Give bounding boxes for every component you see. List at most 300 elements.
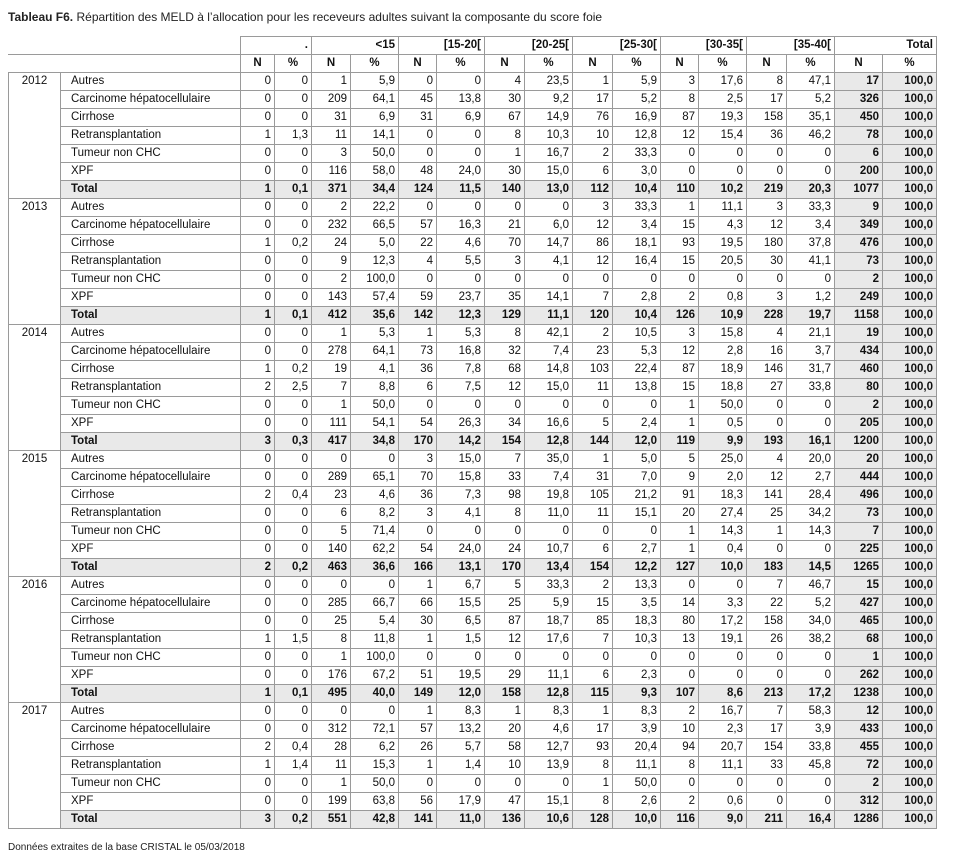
percent-cell: 40,0: [351, 685, 399, 703]
percent-cell: 3,7: [787, 343, 835, 361]
count-cell: 1: [573, 73, 613, 91]
table-row: [9, 73, 937, 91]
percent-cell: 14,3: [787, 523, 835, 541]
count-cell: 2: [573, 325, 613, 343]
count-cell: 13: [661, 631, 699, 649]
percent-cell: 21,2: [613, 487, 661, 505]
percent-cell: 58,3: [787, 703, 835, 721]
count-cell: 144: [573, 433, 613, 451]
column-n-header: N: [312, 55, 351, 73]
percent-cell: 0: [613, 397, 661, 415]
count-cell: 10: [485, 757, 525, 775]
count-cell: 91: [661, 487, 699, 505]
percent-cell: 50,0: [351, 145, 399, 163]
count-cell: 450: [835, 109, 883, 127]
percent-cell: 25,0: [699, 451, 747, 469]
count-cell: 23: [312, 487, 351, 505]
count-cell: 142: [399, 307, 437, 325]
percent-cell: 3,4: [787, 217, 835, 235]
count-cell: 87: [661, 109, 699, 127]
count-cell: 31: [399, 109, 437, 127]
count-cell: 7: [573, 289, 613, 307]
percent-cell: 1,5: [437, 631, 485, 649]
percent-cell: 67,2: [351, 667, 399, 685]
percent-cell: 100,0: [883, 487, 937, 505]
table-row: [9, 163, 937, 181]
count-cell: 228: [747, 307, 787, 325]
count-cell: 0: [241, 253, 275, 271]
percent-cell: 100,0: [883, 91, 937, 109]
count-cell: 12: [747, 217, 787, 235]
percent-cell: 100,0: [883, 649, 937, 667]
percent-cell: 50,0: [699, 397, 747, 415]
percent-cell: 0,6: [699, 793, 747, 811]
count-cell: 0: [241, 217, 275, 235]
category-label: XPF: [61, 415, 241, 433]
percent-cell: 10,3: [525, 127, 573, 145]
count-cell: 496: [835, 487, 883, 505]
percent-cell: 46,2: [787, 127, 835, 145]
percent-cell: 7,4: [525, 343, 573, 361]
percent-cell: 0: [787, 541, 835, 559]
count-cell: 12: [661, 343, 699, 361]
header-blank-sub: [9, 55, 241, 73]
percent-cell: 19,8: [525, 487, 573, 505]
count-cell: 0: [241, 667, 275, 685]
category-label: Cirrhose: [61, 361, 241, 379]
count-cell: 1: [399, 577, 437, 595]
percent-cell: 19,5: [699, 235, 747, 253]
percent-cell: 10,0: [699, 559, 747, 577]
percent-cell: 0: [525, 649, 573, 667]
count-cell: 33: [747, 757, 787, 775]
percent-cell: 1,5: [275, 631, 312, 649]
column-group-header: [20-25[: [485, 37, 573, 55]
category-label: Retransplantation: [61, 631, 241, 649]
count-cell: 110: [661, 181, 699, 199]
percent-cell: 12,2: [613, 559, 661, 577]
percent-cell: 0: [525, 775, 573, 793]
sub-header-row: [9, 55, 937, 73]
percent-cell: 0: [275, 91, 312, 109]
percent-cell: 62,2: [351, 541, 399, 559]
count-cell: 0: [747, 163, 787, 181]
percent-cell: 2,5: [275, 379, 312, 397]
percent-cell: 15,3: [351, 757, 399, 775]
table-row: [9, 235, 937, 253]
count-cell: 73: [835, 505, 883, 523]
percent-cell: 0: [613, 271, 661, 289]
percent-cell: 100,0: [883, 613, 937, 631]
percent-cell: 65,1: [351, 469, 399, 487]
count-cell: 87: [485, 613, 525, 631]
percent-cell: 0,2: [275, 811, 312, 829]
category-label: Total: [61, 307, 241, 325]
table-row: [9, 577, 937, 595]
count-cell: 1286: [835, 811, 883, 829]
category-label: Retransplantation: [61, 505, 241, 523]
percent-cell: 5,2: [613, 91, 661, 109]
count-cell: 0: [747, 271, 787, 289]
count-cell: 193: [747, 433, 787, 451]
percent-cell: 0: [437, 127, 485, 145]
count-cell: 5: [485, 577, 525, 595]
count-cell: 0: [399, 271, 437, 289]
count-cell: 17: [835, 73, 883, 91]
count-cell: 23: [573, 343, 613, 361]
percent-cell: 42,1: [525, 325, 573, 343]
percent-cell: 24,0: [437, 163, 485, 181]
column-pct-header: %: [351, 55, 399, 73]
count-cell: 54: [399, 415, 437, 433]
table-row: [9, 361, 937, 379]
percent-cell: 17,9: [437, 793, 485, 811]
count-cell: 129: [485, 307, 525, 325]
percent-cell: 31,7: [787, 361, 835, 379]
count-cell: 0: [661, 271, 699, 289]
percent-cell: 100,0: [883, 109, 937, 127]
count-cell: 200: [835, 163, 883, 181]
percent-cell: 27,4: [699, 505, 747, 523]
percent-cell: 0,4: [699, 541, 747, 559]
source-note: Données extraites de la base CRISTAL le 05/03/2018: [8, 842, 245, 853]
count-cell: 249: [835, 289, 883, 307]
count-cell: 278: [312, 343, 351, 361]
percent-cell: 37,8: [787, 235, 835, 253]
count-cell: 0: [241, 343, 275, 361]
count-cell: 24: [485, 541, 525, 559]
count-cell: 120: [573, 307, 613, 325]
count-cell: 0: [573, 271, 613, 289]
percent-cell: 100,0: [883, 451, 937, 469]
count-cell: 119: [661, 433, 699, 451]
count-cell: 154: [485, 433, 525, 451]
percent-cell: 0,3: [275, 433, 312, 451]
table-caption: [8, 10, 602, 24]
table-row: [9, 469, 937, 487]
count-cell: 3: [312, 145, 351, 163]
count-cell: 10: [661, 721, 699, 739]
count-cell: 17: [747, 91, 787, 109]
percent-cell: 10,9: [699, 307, 747, 325]
percent-cell: 13,8: [437, 91, 485, 109]
count-cell: 3: [241, 811, 275, 829]
percent-cell: 15,1: [613, 505, 661, 523]
count-cell: 1: [399, 325, 437, 343]
percent-cell: 0: [275, 253, 312, 271]
count-cell: 36: [399, 487, 437, 505]
table-row: [9, 343, 937, 361]
percent-cell: 6,7: [437, 577, 485, 595]
year-cell: 2012: [9, 73, 61, 199]
percent-cell: 11,0: [525, 505, 573, 523]
table-row: [9, 217, 937, 235]
percent-cell: 0: [699, 649, 747, 667]
percent-cell: 5,0: [351, 235, 399, 253]
percent-cell: 33,3: [787, 199, 835, 217]
count-cell: 12: [835, 703, 883, 721]
percent-cell: 15,1: [525, 793, 573, 811]
percent-cell: 11,1: [525, 307, 573, 325]
count-cell: 6: [835, 145, 883, 163]
percent-cell: 2,3: [699, 721, 747, 739]
count-cell: 11: [312, 757, 351, 775]
percent-cell: 13,3: [613, 577, 661, 595]
column-n-header: N: [573, 55, 613, 73]
count-cell: 8: [573, 793, 613, 811]
count-cell: 19: [835, 325, 883, 343]
column-group-header: [35-40[: [747, 37, 835, 55]
count-cell: 12: [747, 469, 787, 487]
column-group-header: [30-35[: [661, 37, 747, 55]
table-row: [9, 775, 937, 793]
column-pct-header: %: [613, 55, 661, 73]
percent-cell: 5,2: [787, 595, 835, 613]
count-cell: 427: [835, 595, 883, 613]
percent-cell: 11,5: [437, 181, 485, 199]
count-cell: 4: [485, 73, 525, 91]
percent-cell: 0: [275, 505, 312, 523]
count-cell: 1: [241, 127, 275, 145]
category-label: Carcinome hépatocellulaire: [61, 343, 241, 361]
percent-cell: 17,2: [787, 685, 835, 703]
percent-cell: 0: [787, 793, 835, 811]
percent-cell: 100,0: [883, 127, 937, 145]
count-cell: 0: [485, 199, 525, 217]
percent-cell: 0: [351, 703, 399, 721]
count-cell: 105: [573, 487, 613, 505]
count-cell: 1: [661, 415, 699, 433]
percent-cell: 14,2: [437, 433, 485, 451]
total-row: [9, 181, 937, 199]
percent-cell: 7,4: [525, 469, 573, 487]
percent-cell: 19,1: [699, 631, 747, 649]
count-cell: 9: [835, 199, 883, 217]
percent-cell: 0: [275, 415, 312, 433]
count-cell: 70: [399, 469, 437, 487]
count-cell: 0: [485, 649, 525, 667]
percent-cell: 10,7: [525, 541, 573, 559]
count-cell: 0: [485, 397, 525, 415]
count-cell: 10: [573, 127, 613, 145]
percent-cell: 3,9: [787, 721, 835, 739]
percent-cell: 0: [613, 649, 661, 667]
count-cell: 0: [747, 775, 787, 793]
percent-cell: 0,4: [275, 739, 312, 757]
percent-cell: 0,1: [275, 307, 312, 325]
header-blank: [9, 37, 241, 55]
percent-cell: 0,2: [275, 559, 312, 577]
count-cell: 140: [485, 181, 525, 199]
count-cell: 141: [399, 811, 437, 829]
percent-cell: 0: [275, 577, 312, 595]
category-label: Tumeur non CHC: [61, 523, 241, 541]
count-cell: 170: [485, 559, 525, 577]
category-label: Cirrhose: [61, 739, 241, 757]
category-label: Tumeur non CHC: [61, 649, 241, 667]
percent-cell: 100,0: [883, 397, 937, 415]
column-n-header: N: [241, 55, 275, 73]
count-cell: 2: [312, 271, 351, 289]
count-cell: 6: [573, 667, 613, 685]
category-label: Tumeur non CHC: [61, 775, 241, 793]
count-cell: 59: [399, 289, 437, 307]
percent-cell: 17,2: [699, 613, 747, 631]
percent-cell: 3,0: [613, 163, 661, 181]
count-cell: 0: [747, 415, 787, 433]
count-cell: 3: [485, 253, 525, 271]
count-cell: 495: [312, 685, 351, 703]
percent-cell: 66,7: [351, 595, 399, 613]
count-cell: 19: [312, 361, 351, 379]
count-cell: 8: [485, 505, 525, 523]
percent-cell: 9,9: [699, 433, 747, 451]
percent-cell: 0,2: [275, 361, 312, 379]
percent-cell: 0: [351, 577, 399, 595]
percent-cell: 8,6: [699, 685, 747, 703]
count-cell: 8: [312, 631, 351, 649]
count-cell: 0: [241, 721, 275, 739]
count-cell: 85: [573, 613, 613, 631]
table-row: [9, 451, 937, 469]
count-cell: 205: [835, 415, 883, 433]
count-cell: 1: [485, 703, 525, 721]
table-row: [9, 595, 937, 613]
percent-cell: 3,4: [613, 217, 661, 235]
percent-cell: 100,0: [883, 289, 937, 307]
category-label: Autres: [61, 703, 241, 721]
count-cell: 0: [241, 649, 275, 667]
column-pct-header: %: [699, 55, 747, 73]
percent-cell: 0: [699, 775, 747, 793]
percent-cell: 10,5: [613, 325, 661, 343]
count-cell: 2: [661, 793, 699, 811]
percent-cell: 22,2: [351, 199, 399, 217]
percent-cell: 16,7: [699, 703, 747, 721]
percent-cell: 33,8: [787, 379, 835, 397]
count-cell: 15: [661, 253, 699, 271]
count-cell: 0: [661, 577, 699, 595]
count-cell: 0: [485, 775, 525, 793]
percent-cell: 10,0: [613, 811, 661, 829]
count-cell: 0: [241, 271, 275, 289]
percent-cell: 12,3: [437, 307, 485, 325]
percent-cell: 66,5: [351, 217, 399, 235]
percent-cell: 0: [275, 523, 312, 541]
count-cell: 12: [485, 631, 525, 649]
percent-cell: 13,2: [437, 721, 485, 739]
table-row: [9, 757, 937, 775]
percent-cell: 100,0: [883, 577, 937, 595]
percent-cell: 15,4: [699, 127, 747, 145]
year-cell: 2013: [9, 199, 61, 325]
category-label: Autres: [61, 577, 241, 595]
percent-cell: 6,5: [437, 613, 485, 631]
category-label: Carcinome hépatocellulaire: [61, 91, 241, 109]
count-cell: 1: [573, 703, 613, 721]
percent-cell: 13,8: [613, 379, 661, 397]
percent-cell: 23,5: [525, 73, 573, 91]
category-label: Cirrhose: [61, 613, 241, 631]
count-cell: 103: [573, 361, 613, 379]
percent-cell: 0: [275, 541, 312, 559]
count-cell: 444: [835, 469, 883, 487]
group-header-row: [9, 37, 937, 55]
count-cell: 1200: [835, 433, 883, 451]
count-cell: 73: [399, 343, 437, 361]
count-cell: 51: [399, 667, 437, 685]
count-cell: 20: [835, 451, 883, 469]
percent-cell: 18,9: [699, 361, 747, 379]
table-body: [9, 73, 937, 829]
count-cell: 0: [241, 775, 275, 793]
count-cell: 5: [573, 415, 613, 433]
count-cell: 7: [747, 703, 787, 721]
percent-cell: 100,0: [883, 379, 937, 397]
percent-cell: 2,3: [613, 667, 661, 685]
percent-cell: 12,8: [525, 433, 573, 451]
table-row: [9, 703, 937, 721]
percent-cell: 0: [437, 649, 485, 667]
count-cell: 1: [747, 523, 787, 541]
count-cell: 143: [312, 289, 351, 307]
column-n-header: N: [661, 55, 699, 73]
count-cell: 56: [399, 793, 437, 811]
count-cell: 4: [399, 253, 437, 271]
percent-cell: 33,3: [613, 145, 661, 163]
percent-cell: 72,1: [351, 721, 399, 739]
percent-cell: 7,8: [437, 361, 485, 379]
percent-cell: 100,0: [883, 163, 937, 181]
count-cell: 12: [573, 253, 613, 271]
percent-cell: 50,0: [613, 775, 661, 793]
percent-cell: 20,5: [699, 253, 747, 271]
count-cell: 80: [835, 379, 883, 397]
percent-cell: 16,8: [437, 343, 485, 361]
table-row: [9, 739, 937, 757]
percent-cell: 9,3: [613, 685, 661, 703]
percent-cell: 100,0: [883, 757, 937, 775]
percent-cell: 100,0: [883, 181, 937, 199]
count-cell: 285: [312, 595, 351, 613]
percent-cell: 23,7: [437, 289, 485, 307]
count-cell: 17: [573, 91, 613, 109]
count-cell: 27: [747, 379, 787, 397]
percent-cell: 0: [275, 451, 312, 469]
percent-cell: 0: [699, 667, 747, 685]
count-cell: 0: [241, 91, 275, 109]
category-label: Carcinome hépatocellulaire: [61, 217, 241, 235]
category-label: Autres: [61, 325, 241, 343]
year-cell: 2014: [9, 325, 61, 451]
count-cell: 57: [399, 217, 437, 235]
percent-cell: 3,5: [613, 595, 661, 613]
count-cell: 158: [485, 685, 525, 703]
percent-cell: 100,0: [883, 415, 937, 433]
count-cell: 371: [312, 181, 351, 199]
percent-cell: 20,7: [699, 739, 747, 757]
count-cell: 1: [312, 775, 351, 793]
count-cell: 0: [747, 667, 787, 685]
percent-cell: 0: [275, 163, 312, 181]
count-cell: 0: [241, 703, 275, 721]
count-cell: 3: [661, 325, 699, 343]
percent-cell: 10,6: [525, 811, 573, 829]
count-cell: 551: [312, 811, 351, 829]
count-cell: 0: [241, 163, 275, 181]
percent-cell: 34,0: [787, 613, 835, 631]
category-label: Tumeur non CHC: [61, 271, 241, 289]
